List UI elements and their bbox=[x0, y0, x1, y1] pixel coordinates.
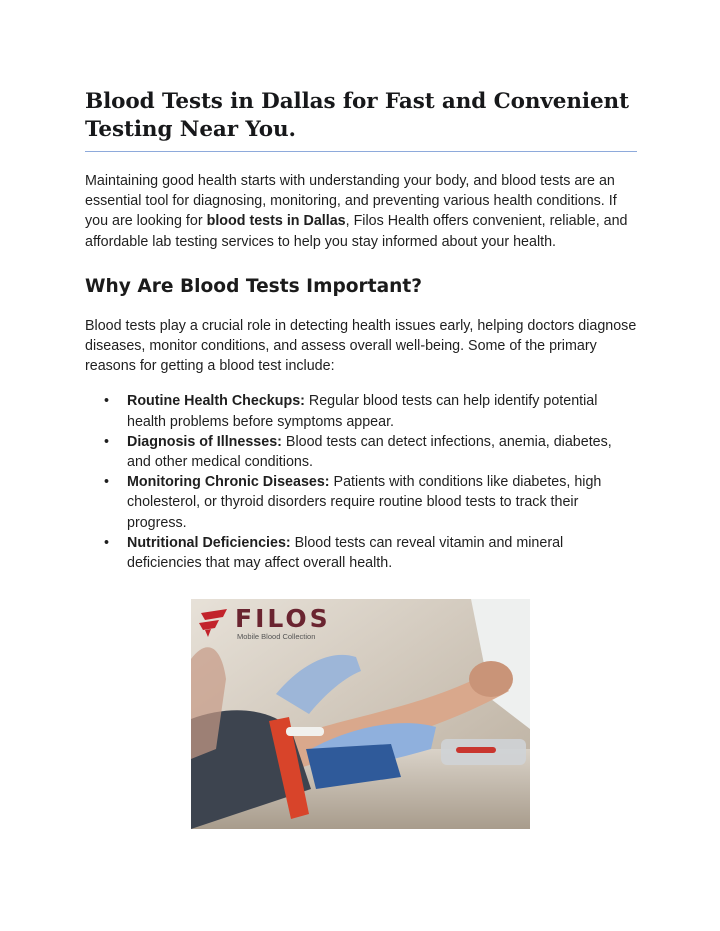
bullet-icon: • bbox=[104, 534, 110, 551]
reason-label: Nutritional Deficiencies: bbox=[127, 534, 291, 551]
document-page bbox=[85, 88, 637, 573]
list-item bbox=[85, 391, 637, 431]
section-paragraph: Blood tests play a crucial role in detecting health issues early, helping doctors diagnose diseases, monitor conditions, and assess overall well-being. Some of the primary reasons for getting a blood test include: bbox=[85, 317, 637, 375]
reason-text: Patients with conditions like diabetes, high cholesterol, or thyroid disorders require routine blood tests to track their progress. bbox=[127, 474, 602, 531]
bullet-icon: • bbox=[104, 474, 110, 491]
list-item bbox=[85, 432, 637, 472]
brand-name: FILOS bbox=[235, 604, 331, 633]
reason-text: Blood tests can detect infections, anemia, diabetes, and other medical conditions. bbox=[127, 433, 612, 471]
list-item bbox=[85, 533, 637, 573]
reason-label: Routine Health Checkups: bbox=[127, 393, 305, 410]
intro-keyword: blood tests in Dallas bbox=[206, 213, 346, 230]
reasons-list bbox=[85, 391, 637, 573]
bullet-icon: • bbox=[104, 393, 110, 410]
list-item bbox=[85, 472, 637, 533]
page-title: Blood Tests in Dallas for Fast and Convenient Testing Near You. bbox=[85, 89, 629, 142]
reason-text: Regular blood tests can help identify potential health problems before symptoms appear. bbox=[127, 393, 598, 430]
bullet-icon: • bbox=[104, 433, 110, 450]
brand-tagline: Mobile Blood Collection bbox=[237, 632, 316, 641]
reason-label: Monitoring Chronic Diseases: bbox=[127, 474, 330, 491]
title-divider bbox=[85, 151, 637, 152]
intro-paragraph: Maintaining good health starts with understanding your body, and blood tests are an essential tool for diagnosing, monitoring, and preventing various health conditions. If you are looking for blood tests in Dallas, Filos Health offers convenient, reliable, and affordable lab testing services to help you stay informed about your health. bbox=[85, 173, 628, 250]
reason-text: Blood tests can reveal vitamin and mineral deficiencies that may affect overall health. bbox=[127, 534, 564, 572]
reason-label: Diagnosis of Illnesses: bbox=[127, 433, 282, 450]
section-heading: Why Are Blood Tests Important? bbox=[85, 275, 423, 297]
blood-draw-photo bbox=[191, 599, 530, 829]
